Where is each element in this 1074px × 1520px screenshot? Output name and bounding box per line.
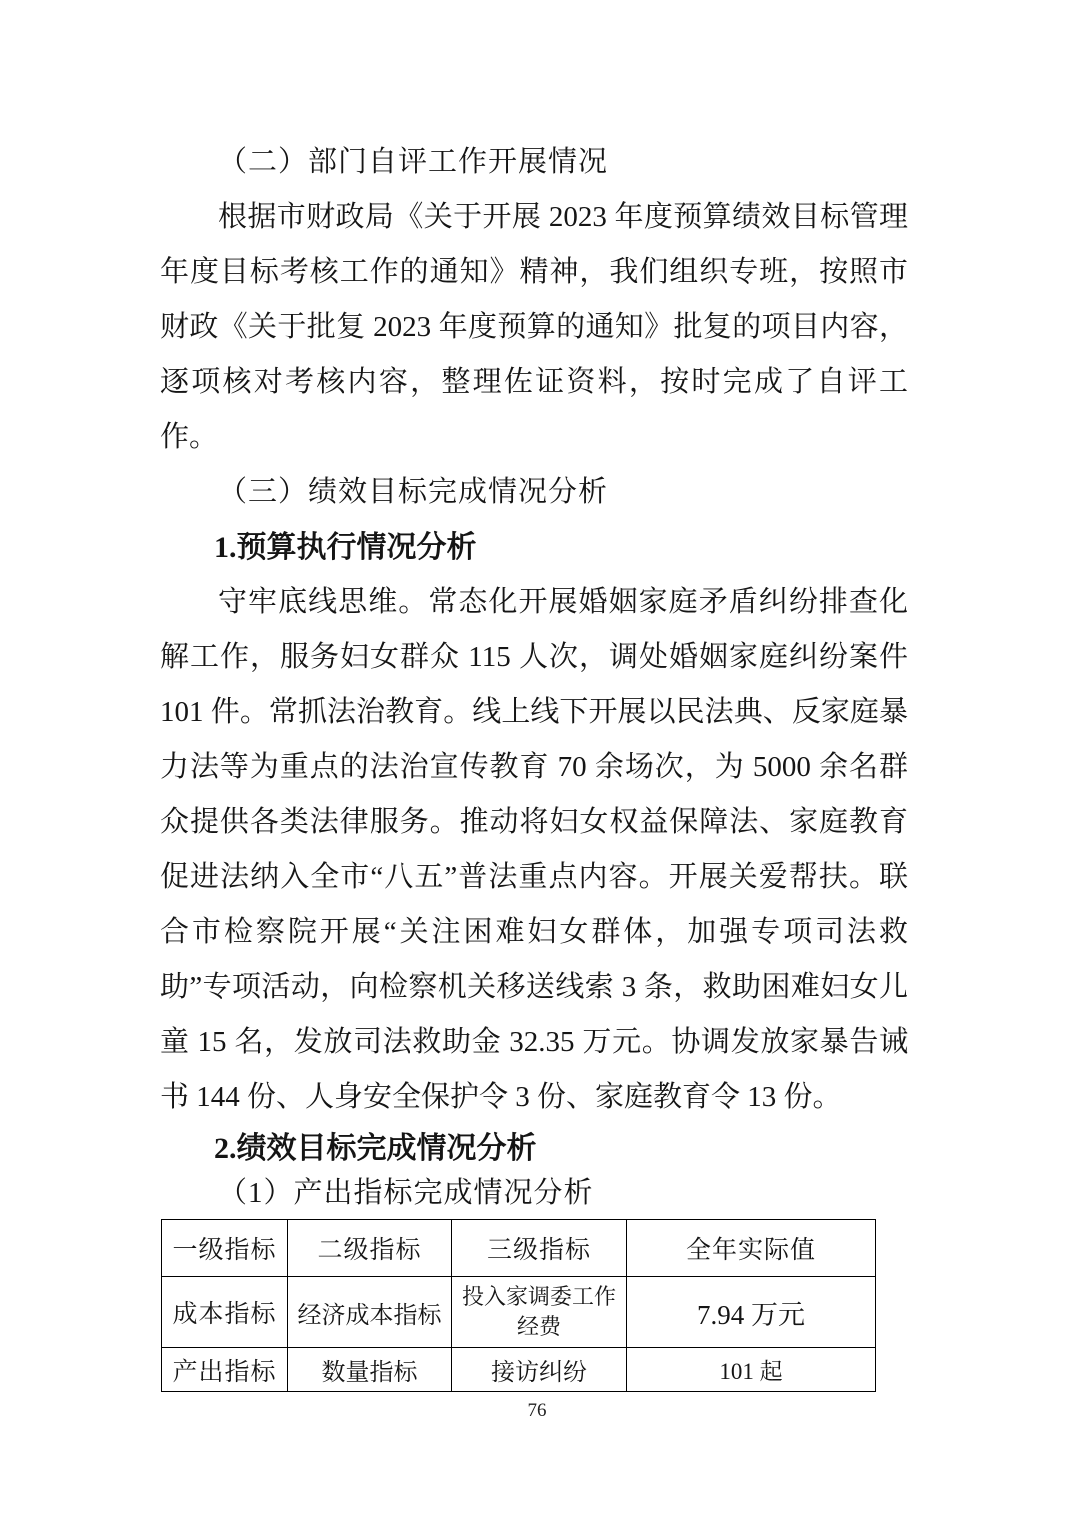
- cell-level2-quantity: 数量指标: [288, 1348, 452, 1392]
- subheading-output-indicator-analysis: （1）产出指标完成情况分析: [218, 1177, 594, 1209]
- table-row-cost-indicator: [162, 1277, 876, 1348]
- paragraph-self-evaluation-process: 根据市财政局《关于开展 2023 年度预算绩效目标管理年度目标考核工作的通知》精神，我们组织专班，按照市财政《关于批复 2023 年度预算的通知》批复的项目内容，逐项核对考核内容，整理佐证资料，按时完成了自评工作。: [160, 201, 908, 453]
- table-header-level3: 三级指标: [452, 1220, 627, 1277]
- paragraph-budget-execution-details: 守牢底线思维。常态化开展婚姻家庭矛盾纠纷排查化解工作，服务妇女群众 115 人次，调处婚姻家庭纠纷案件 101 件。常抓法治教育。线上线下开展以民法典、反家庭暴力法等为重点的法治宣传教育 70 余场次，为 5000 余名群众提供各类法律服务。推动将妇女权益保障法、家庭教育促进法纳入全市“八五”普法重点内容。开展关爱帮扶。联合市检察院开展“关注困难妇女群体，加强专项司法救助”专项活动，向检察机关移送线索 3 条，救助困难妇女儿童 15 名，发放司法救助金 32.35 万元。协调发放家暴告诫书 144 份、人身安全保护令 3 份、家庭教育令 13 份。: [160, 586, 908, 1113]
- page-number: 76: [527, 1400, 547, 1421]
- section-heading-performance-target-analysis: （三）绩效目标完成情况分析: [218, 476, 609, 508]
- indicator-table: [161, 1219, 876, 1392]
- cell-level3-committee-funds: 投入家调委工作经费: [452, 1277, 627, 1348]
- table-header-row: [162, 1220, 876, 1277]
- cell-level2-economic-cost: 经济成本指标: [288, 1277, 452, 1348]
- subsection-heading-budget-execution-analysis: 1.预算执行情况分析: [214, 531, 477, 564]
- document-content: [160, 0, 908, 1392]
- cell-level1-output: 产出指标: [162, 1348, 288, 1392]
- cell-level1-cost: 成本指标: [162, 1277, 288, 1348]
- table-header-annual-actual: 全年实际值: [627, 1220, 876, 1277]
- table-header-level1: 一级指标: [162, 1220, 288, 1277]
- cell-actual-cost-value: 7.94 万元: [627, 1277, 876, 1348]
- cell-actual-output-value: 101 起: [627, 1348, 876, 1392]
- table-row-output-indicator: [162, 1348, 876, 1392]
- subsection-heading-target-completion-analysis: 2.绩效目标完成情况分析: [214, 1132, 537, 1165]
- section-heading-dept-self-evaluation: （二）部门自评工作开展情况: [218, 146, 609, 178]
- table-header-level2: 二级指标: [288, 1220, 452, 1277]
- cell-level3-dispute-reception: 接访纠纷: [452, 1348, 627, 1392]
